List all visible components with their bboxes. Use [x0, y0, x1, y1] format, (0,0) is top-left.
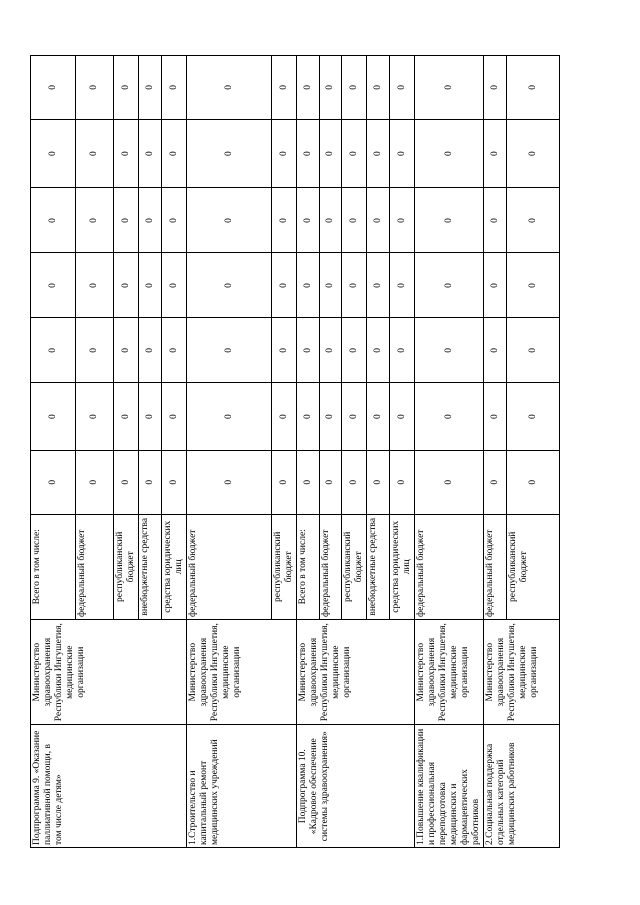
value-cell: 0 [187, 383, 272, 450]
funding-source: внебюджетные средства [367, 514, 390, 619]
value-cell: 0 [76, 119, 114, 188]
value-cell: 0 [507, 188, 560, 253]
value-cell: 0 [76, 450, 114, 514]
value-cell: 0 [390, 188, 415, 253]
table-row [187, 56, 272, 848]
value-cell: 0 [320, 450, 342, 514]
value-cell: 0 [507, 119, 560, 188]
value-cell: 0 [187, 450, 272, 514]
program-name: Подпрограмма 9. «Оказание паллиативной помощи, в том числе детям» [31, 725, 187, 848]
program-name: 1.Повышение квалификации и профессиональная переподготовка медицинских и фармацевтических работников [415, 725, 484, 848]
value-cell: 0 [76, 318, 114, 383]
program-name: 1.Строительство и капитальный ремонт медицинских учреждений [187, 725, 297, 848]
value-cell: 0 [507, 56, 560, 120]
value-cell: 0 [139, 318, 162, 383]
value-cell: 0 [342, 188, 367, 253]
funding-source: Всего в том числе: [297, 514, 320, 619]
funding-source: республиканский бюджет [114, 514, 139, 619]
funding-source: федеральный бюджет [320, 514, 342, 619]
value-cell: 0 [320, 383, 342, 450]
value-cell: 0 [342, 56, 367, 120]
value-cell: 0 [484, 383, 507, 450]
value-cell: 0 [187, 253, 272, 318]
value-cell: 0 [367, 253, 390, 318]
value-cell: 0 [31, 119, 76, 188]
value-cell: 0 [367, 119, 390, 188]
value-cell: 0 [415, 188, 484, 253]
value-cell: 0 [415, 450, 484, 514]
value-cell: 0 [162, 56, 187, 120]
value-cell: 0 [484, 188, 507, 253]
value-cell: 0 [31, 188, 76, 253]
value-cell: 0 [114, 253, 139, 318]
value-cell: 0 [272, 253, 297, 318]
funding-source: федеральный бюджет [415, 514, 484, 619]
value-cell: 0 [390, 56, 415, 120]
value-cell: 0 [367, 450, 390, 514]
value-cell: 0 [297, 318, 320, 383]
value-cell: 0 [484, 253, 507, 318]
value-cell: 0 [415, 318, 484, 383]
value-cell: 0 [320, 119, 342, 188]
funding-source: федеральный бюджет [187, 514, 272, 619]
value-cell: 0 [31, 56, 76, 120]
value-cell: 0 [507, 253, 560, 318]
funding-source: республиканский бюджет [272, 514, 297, 619]
funding-source: республиканский бюджет [342, 514, 367, 619]
executor: Министерство здравоохранения Республики Ингушетия, медицинские организации [415, 619, 484, 724]
funding-source: средства юридических лиц [390, 514, 415, 619]
value-cell: 0 [367, 318, 390, 383]
value-cell: 0 [415, 119, 484, 188]
value-cell: 0 [390, 383, 415, 450]
value-cell: 0 [162, 318, 187, 383]
value-cell: 0 [415, 56, 484, 120]
value-cell: 0 [297, 56, 320, 120]
value-cell: 0 [367, 383, 390, 450]
funding-source: внебюджетные средства [139, 514, 162, 619]
value-cell: 0 [272, 450, 297, 514]
value-cell: 0 [31, 318, 76, 383]
value-cell: 0 [342, 119, 367, 188]
value-cell: 0 [187, 188, 272, 253]
value-cell: 0 [320, 318, 342, 383]
value-cell: 0 [390, 253, 415, 318]
table-row [415, 56, 484, 848]
value-cell: 0 [139, 450, 162, 514]
rotated-page [30, 55, 539, 848]
value-cell: 0 [390, 318, 415, 383]
value-cell: 0 [76, 253, 114, 318]
value-cell: 0 [139, 119, 162, 188]
program-funding-table [30, 55, 560, 848]
value-cell: 0 [390, 450, 415, 514]
value-cell: 0 [187, 56, 272, 120]
value-cell: 0 [415, 253, 484, 318]
value-cell: 0 [484, 56, 507, 120]
value-cell: 0 [297, 253, 320, 318]
executor: Министерство здравоохранения Республики Ингушетия, медицинские организации [297, 619, 415, 724]
value-cell: 0 [320, 188, 342, 253]
value-cell: 0 [342, 318, 367, 383]
funding-source: средства юридических лиц [162, 514, 187, 619]
value-cell: 0 [507, 318, 560, 383]
value-cell: 0 [272, 383, 297, 450]
value-cell: 0 [415, 383, 484, 450]
value-cell: 0 [162, 253, 187, 318]
value-cell: 0 [272, 188, 297, 253]
value-cell: 0 [31, 383, 76, 450]
value-cell: 0 [272, 318, 297, 383]
value-cell: 0 [139, 56, 162, 120]
value-cell: 0 [342, 253, 367, 318]
value-cell: 0 [507, 383, 560, 450]
value-cell: 0 [114, 318, 139, 383]
value-cell: 0 [272, 56, 297, 120]
value-cell: 0 [162, 119, 187, 188]
value-cell: 0 [484, 119, 507, 188]
value-cell: 0 [139, 253, 162, 318]
value-cell: 0 [31, 253, 76, 318]
value-cell: 0 [76, 56, 114, 120]
executor: Министерство здравоохранения Республики Ингушетия, медицинские организации [31, 619, 187, 724]
value-cell: 0 [297, 119, 320, 188]
value-cell: 0 [342, 450, 367, 514]
value-cell: 0 [114, 450, 139, 514]
value-cell: 0 [31, 450, 76, 514]
funding-source: федеральный бюджет [76, 514, 114, 619]
value-cell: 0 [484, 450, 507, 514]
table-row [31, 56, 53, 848]
funding-source: Всего в том числе: [31, 514, 76, 619]
executor: Министерство здравоохранения Республики Ингушетия, медицинские организации [484, 619, 560, 724]
value-cell: 0 [162, 450, 187, 514]
value-cell: 0 [187, 318, 272, 383]
value-cell: 0 [320, 253, 342, 318]
value-cell: 0 [390, 119, 415, 188]
value-cell: 0 [76, 188, 114, 253]
value-cell: 0 [342, 383, 367, 450]
value-cell: 0 [272, 119, 297, 188]
table-row [297, 56, 320, 848]
value-cell: 0 [114, 119, 139, 188]
funding-source: республиканский бюджет [507, 514, 560, 619]
value-cell: 0 [367, 56, 390, 120]
funding-source: федеральный бюджет [484, 514, 507, 619]
program-name: 2.Социальная поддержка отдельных категорий медицинских работников [484, 725, 560, 848]
value-cell: 0 [297, 188, 320, 253]
table-row [484, 56, 507, 848]
program-name: Подпрограмма 10. «Кадровое обеспечение системы здравоохранения» [297, 725, 415, 848]
value-cell: 0 [297, 383, 320, 450]
value-cell: 0 [367, 188, 390, 253]
value-cell: 0 [320, 56, 342, 120]
value-cell: 0 [187, 119, 272, 188]
value-cell: 0 [76, 383, 114, 450]
value-cell: 0 [139, 383, 162, 450]
value-cell: 0 [162, 188, 187, 253]
value-cell: 0 [162, 383, 187, 450]
value-cell: 0 [507, 450, 560, 514]
value-cell: 0 [484, 318, 507, 383]
value-cell: 0 [139, 188, 162, 253]
executor: Министерство здравоохранения Республики Ингушетия, медицинские организации [187, 619, 297, 724]
value-cell: 0 [114, 188, 139, 253]
value-cell: 0 [114, 56, 139, 120]
value-cell: 0 [297, 450, 320, 514]
value-cell: 0 [114, 383, 139, 450]
